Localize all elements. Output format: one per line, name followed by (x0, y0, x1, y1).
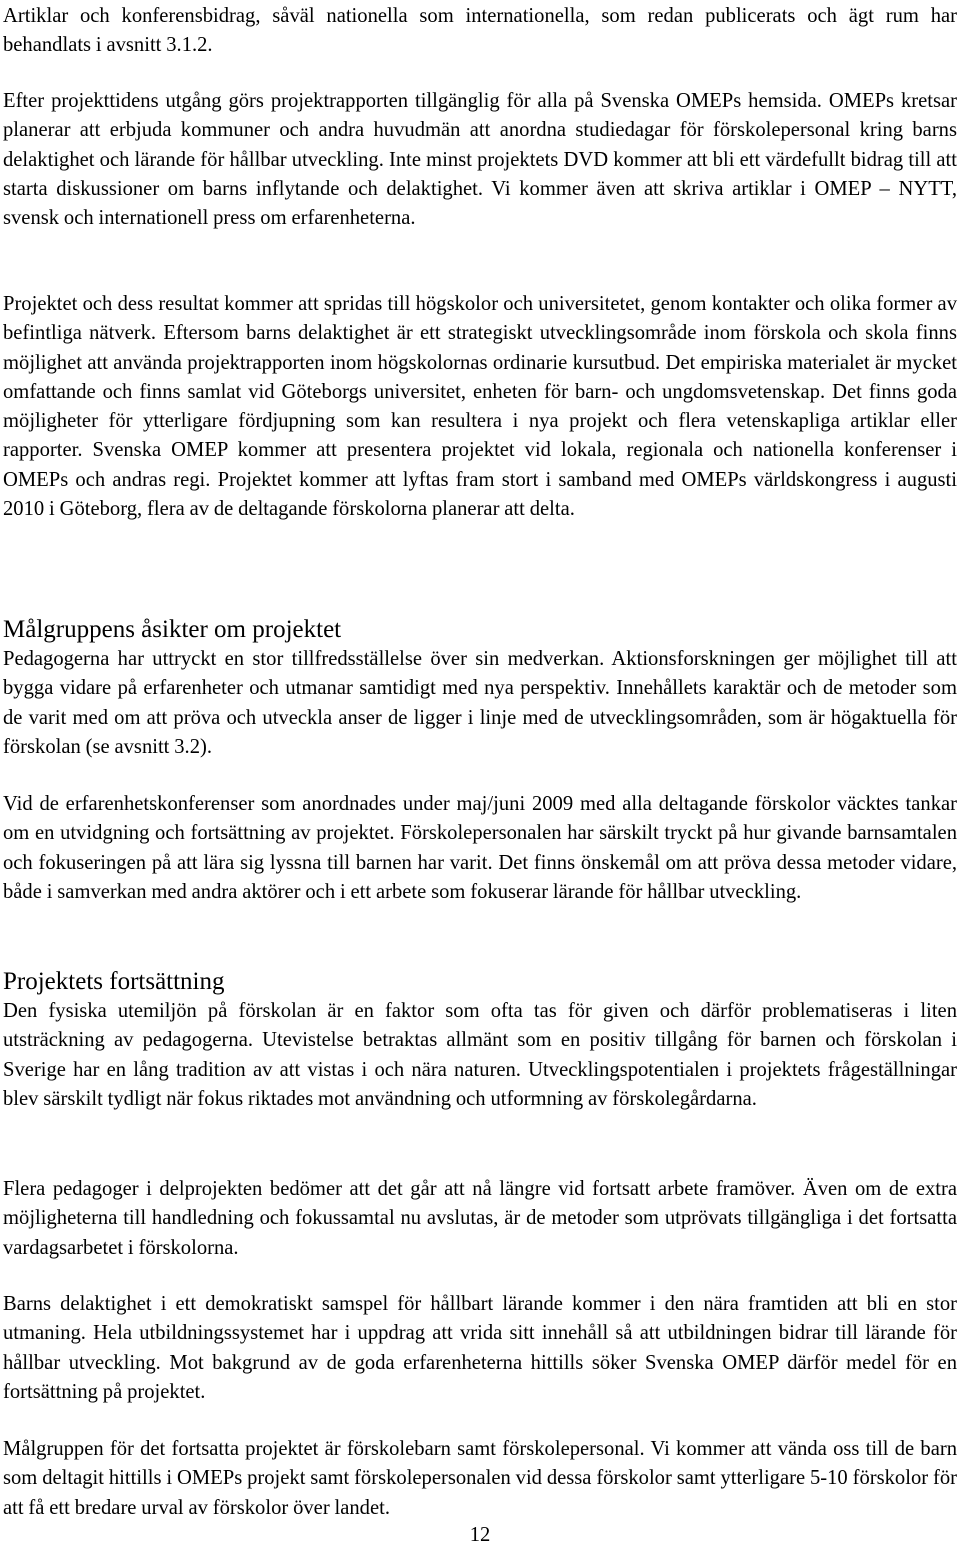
paragraph-pedagogues-satisfaction: Pedagogerna har uttryckt en stor tillfredsställelse över sin medverkan. Aktionsforskningen ger möjlighet till att bygga vidare på erfarenheter och utmanar samtidigt med nya perspektiv. Innehållets karaktär och de metoder som de varit med om att pröva och utveckla anser de ligger i linje med de utvecklingsområden, som är högaktuella för förskolan (se avsnitt 3.2). (3, 648, 957, 758)
paragraph-experience-conferences: Vid de erfarenhetskonferenser som anordnades under maj/juni 2009 med alla deltagande förskolor väcktes tankar om en utvidgning och fortsättning av projektet. Förskolepersonalen har särskilt tryckt på hur givande barnsamtalen och fokuseringen på att lära sig lyssna till barnen har varit. Det finns önskemål om att pröva dessa metoder vidare, både i samverkan med andra aktörer och i ett arbete som fokuserar lärande för hållbar utveckling. (3, 793, 957, 903)
section-heading-project-continuation: Projektets fortsättning (3, 968, 225, 995)
paragraph-outdoor-environment: Den fysiska utemiljön på förskolan är en faktor som ofta tas för given och därför problematiseras i liten utsträckning av pedagogerna. Utevistelse betraktas allmänt som en positiv tillgång för barnen och förskolan i Sverige har en lång tradition av att vistas i och nära naturen. Utvecklingspotentialen i projektets frågeställningar blev särskilt tydligt när fokus riktades mot användning och utformning av förskolegårdarna. (3, 1000, 957, 1110)
section-heading-target-group-opinions: Målgruppens åsikter om projektet (3, 616, 342, 643)
paragraph-project-report: Efter projekttidens utgång görs projektrapporten tillgänglig för alla på Svenska OMEPs hemsida. OMEPs kretsar planerar att erbjuda kommuner och andra huvudmän att anordna studiedagar för förskolepersonal kring barns delaktighet och lärande för hållbar utveckling. Inte minst projektets DVD kommer att bli ett värdefullt bidrag till att starta diskussioner om barns inflytande och delaktighet. Vi kommer även att skriva artiklar i OMEP – NYTT, svensk och internationell press om erfarenheterna. (3, 90, 957, 230)
paragraph-children-participation: Barns delaktighet i ett demokratiskt samspel för hållbart lärande kommer i den nära framtiden att bli en stor utmaning. Hela utbildningssystemet har i uppdrag att vrida sitt innehåll så att utbildningen bidrar till lärande för hållbar utveckling. Mot bakgrund av de goda erfarenheterna hittills söker Svenska OMEP därför medel för en fortsättning på projektet. (3, 1293, 957, 1403)
paragraph-pedagogues-continue: Flera pedagoger i delprojekten bedömer att det går att nå längre vid fortsatt arbete framöver. Även om de extra möjligheterna till handledning och fokussamtal nu avslutas, är de metoder som utprövats tillgängliga i det fortsatta vardagsarbetet i förskolorna. (3, 1178, 957, 1259)
paragraph-target-group: Målgruppen för det fortsatta projektet är förskolebarn samt förskolepersonal. Vi kommer att vända oss till de barn som deltagit hittills i OMEPs projekt samt förskolepersonalen vid dessa förskolor samt ytterligare 5-10 förskolor för att få ett bredare urval av förskolor över landet. (3, 1438, 957, 1519)
paragraph-dissemination-articles: Artiklar och konferensbidrag, såväl nationella som internationella, som redan publicerats och ägt rum har behandlats i avsnitt 3.1.2. (3, 5, 957, 57)
page-number: 12 (469, 1524, 491, 1546)
paragraph-universities: Projektet och dess resultat kommer att spridas till högskolor och universitetet, genom kontakter och olika former av befintliga nätverk. Eftersom barns delaktighet är ett strategiskt utvecklingsområde inom förskola och skola finns möjlighet att använda projektrapporten inom högskolornas ordinarie kursutbud. Det empiriska materialet är mycket omfattande och finns samlat vid Göteborgs universitet, enheten för barn- och ungdomsvetenskap. Det finns goda möjligheter för ytterligare fördjupning som kan resultera i nya projekt och flera vetenskapliga artiklar eller rapporter. Svenska OMEP kommer att presentera projektet vid lokala, regionala och nationella konferenser i OMEPs och andras regi. Projektet kommer att lyftas fram stort i samband med OMEPs världskongress i augusti 2010 i Göteborg, flera av de deltagande förskolorna planerar att delta. (3, 293, 957, 521)
